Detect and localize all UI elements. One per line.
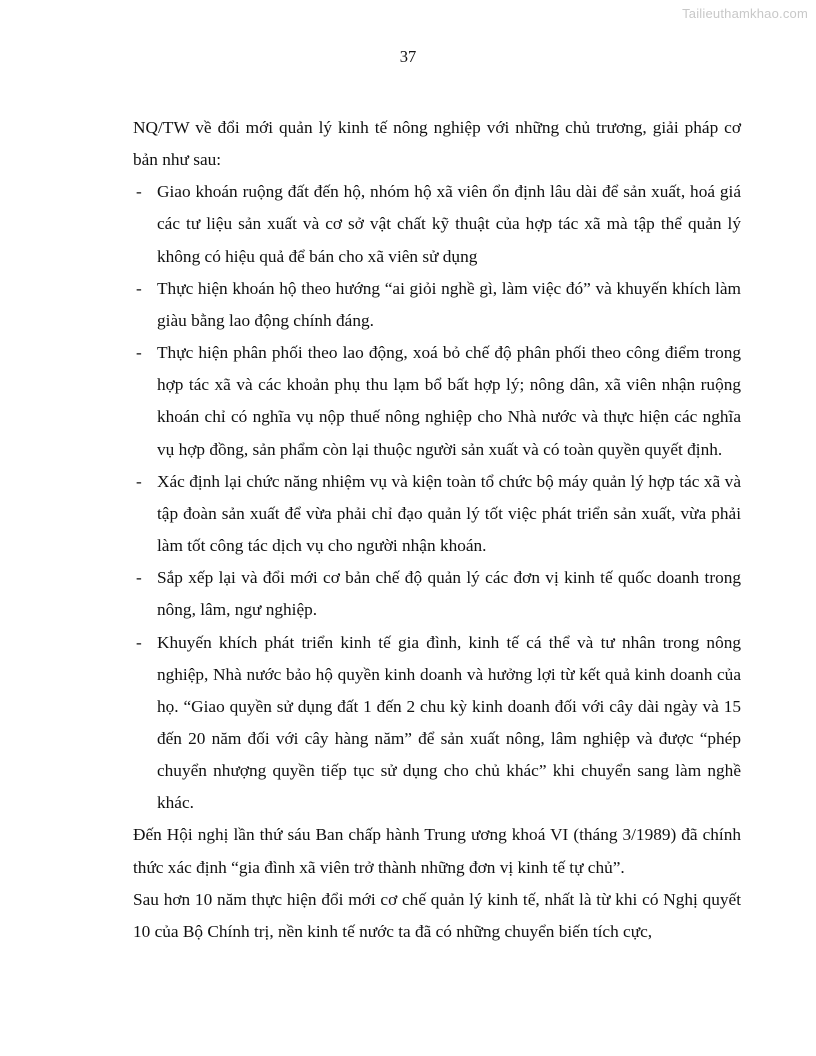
bullet-text: Sắp xếp lại và đổi mới cơ bản chế độ quản lý các đơn vị kinh tế quốc doanh trong nông, lâm, ngư nghiệp. [157, 568, 741, 620]
bullet-text: Giao khoán ruộng đất đến hộ, nhóm hộ xã viên ổn định lâu dài để sản xuất, hoá giá các tư liệu sản xuất và cơ sở vật chất kỹ thuật của hợp tác xã mà tập thể quản lý không có hiệu quả để bán cho xã viên sử dụng [157, 182, 741, 266]
bullet-text: Xác định lại chức năng nhiệm vụ và kiện toàn tổ chức bộ máy quản lý hợp tác xã và tập đoàn sản xuất để vừa phải chỉ đạo quản lý tốt việc phát triển sản xuất, vừa phải làm tốt công tác dịch vụ cho người nhận khoán. [157, 471, 741, 556]
bullet-item [133, 466, 741, 562]
document-body [133, 112, 741, 948]
bullet-dash: - [136, 182, 142, 202]
bullet-item [133, 273, 741, 337]
intro-paragraph: NQ/TW về đổi mới quản lý kinh tế nông nghiệp với những chủ trương, giải pháp cơ bản như sau: [133, 118, 741, 170]
bullet-dash: - [136, 278, 142, 298]
body-paragraph: Sau hơn 10 năm thực hiện đổi mới cơ chế quản lý kinh tế, nhất là từ khi có Nghị quyết 10 của Bộ Chính trị, nền kinh tế nước ta đã có những chuyển biến tích cực, [133, 889, 741, 941]
bullet-text: Khuyến khích phát triển kinh tế gia đình, kinh tế cá thể và tư nhân trong nông nghiệp, Nhà nước bảo hộ quyền kinh doanh và hưởng lợi từ kết quả kinh doanh của họ. “Giao quyền sử dụng đất 1 đến 2 chu kỳ kinh doanh đối với cây dài ngày và 15 đến 20 năm đối với cây hàng năm” để sản xuất nông, lâm nghiệp và được “phép chuyển nhượng quyền tiếp tục sử dụng cho chủ khác” khi chuyển sang làm nghề khác. [157, 632, 741, 813]
bullet-dash: - [136, 632, 142, 652]
bullet-item [133, 627, 741, 820]
bullet-item [133, 562, 741, 626]
body-paragraph: Đến Hội nghị lần thứ sáu Ban chấp hành Trung ương khoá VI (tháng 3/1989) đã chính thức xác định “gia đình xã viên trở thành những đơn vị kinh tế tự chủ”. [133, 825, 741, 877]
watermark: Tailieuthamkhao.com [682, 6, 808, 21]
bullet-item [133, 337, 741, 466]
page-number: 37 [399, 47, 417, 66]
bullet-dash: - [136, 471, 142, 491]
bullet-item [133, 176, 741, 272]
bullet-dash: - [136, 343, 142, 363]
bullet-dash: - [136, 568, 142, 588]
bullet-text: Thực hiện phân phối theo lao động, xoá bỏ chế độ phân phối theo công điểm trong hợp tác xã và các khoản phụ thu lạm bổ bất hợp lý; nông dân, xã viên nhận ruộng khoán chỉ có nghĩa vụ nộp thuế nông nghiệp cho Nhà nước và thực hiện các nghĩa vụ hợp đồng, sản phẩm còn lại thuộc người sản xuất và có toàn quyền quyết định. [157, 343, 741, 459]
bullet-text: Thực hiện khoán hộ theo hướng “ai giỏi nghề gì, làm việc đó” và khuyến khích làm giàu bằng lao động chính đáng. [157, 278, 741, 330]
